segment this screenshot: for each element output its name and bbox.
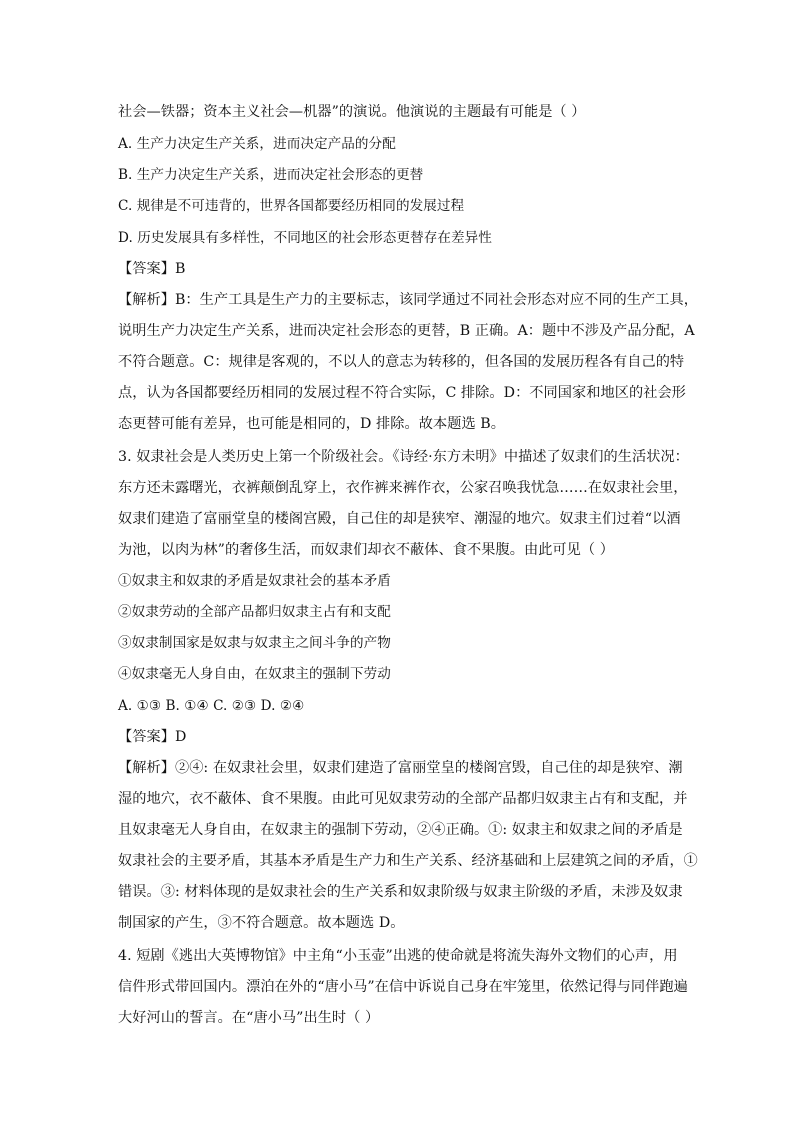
question-2-stem-continuation: 社会—铁器；资本主义社会—机器”的演说。他演说的主题最有可能是（ ） [118,104,586,120]
q2-option-d: D. 历史发展具有多样性，不同地区的社会形态更替存在差异性 [118,230,492,246]
q3-statement-3: ③奴隶制国家是奴隶与奴隶主之间斗争的产物 [118,635,391,651]
q2-explanation-line-5: 态更替可能有差异，也可能是相同的，D 排除。故本题选 B。 [118,416,505,432]
q2-explanation-line-1: 【解析】B：生产工具是生产力的主要标志，该同学通过不同社会形态对应不同的生产工具， [118,292,698,308]
q2-option-a: A. 生产力决定生产关系，进而决定产品的分配 [118,136,396,152]
q3-explanation-line-6: 制国家的产生，③不符合题意。故本题选 D。 [118,915,405,931]
q3-statement-1: ①奴隶主和奴隶的矛盾是奴隶社会的基本矛盾 [118,573,391,589]
q3-explanation-line-3: 且奴隶毫无人身自由，在奴隶主的强制下劳动，②④正确。①: 奴隶主和奴隶之间的矛盾是 [118,822,683,838]
question-3-stem-line-3: 奴隶们建造了富丽堂皇的楼阁宫殿，自己住的却是狭窄、潮湿的地穴。奴隶主们过着“以酒 [118,511,681,527]
q3-statement-2: ②奴隶劳动的全部产品都归奴隶主占有和支配 [118,604,391,620]
q2-answer: 【答案】B [118,261,186,277]
question-4-stem-line-2: 信件形式带回国内。漂泊在外的“唐小马”在信中诉说自己身在牢笼里，依然记得与同伴跑遍 [118,979,688,995]
question-3-stem-line-2: 东方还未露曙光，衣裤颠倒乱穿上，衣作裤来裤作衣，公家召唤我忧急……在奴隶社会里， [118,480,688,496]
q2-option-c: C. 规律是不可违背的，世界各国都要经历相同的发展过程 [118,198,465,214]
q3-statement-4: ④奴隶毫无人身自由，在奴隶主的强制下劳动 [118,666,391,682]
question-4-stem-line-1: 4. 短剧《逃出大英博物馆》中主角“小玉壶”出逃的使命就是将流失海外文物们的心声，用 [118,948,678,964]
q2-explanation-line-2: 说明生产力决定生产关系，进而决定社会形态的更替，B 正确。A：题中不涉及产品分配，A [118,323,695,339]
q3-options: A. ①③ B. ①④ C. ②③ D. ②④ [118,698,305,714]
q3-explanation-line-5: 错误。③: 材料体现的是奴隶社会的生产关系和奴隶阶级与奴隶主阶级的矛盾，未涉及奴隶 [118,884,683,900]
q2-explanation-line-4: 点，认为各国都要经历相同的发展过程不符合实际，C 排除。D：不同国家和地区的社会形 [118,385,686,401]
question-3-stem-line-1: 3. 奴隶社会是人类历史上第一个阶级社会。《诗经·东方未明》中描述了奴隶们的生活状况： [118,449,689,465]
question-3-stem-line-4: 为池，以肉为林”的奢侈生活，而奴隶们却衣不蔽体、食不果腹。由此可见（ ） [118,542,614,558]
q3-explanation-line-1: 【解析】②④: 在奴隶社会里，奴隶们建造了富丽堂皇的楼阁宫毁，自己住的却是狭窄、潮 [118,760,683,776]
q3-explanation-line-2: 湿的地穴，衣不蔽体、食不果腹。由此可见奴隶劳动的全部产品都归奴隶主占有和支配，并 [118,791,688,807]
q3-explanation-line-4: 奴隶社会的主要矛盾，其基本矛盾是生产力和生产关系、经济基础和上层建筑之间的矛盾，① [118,853,698,869]
q3-answer: 【答案】D [118,729,187,745]
question-4-stem-line-3: 大好河山的誓言。在“唐小马”出生时（ ） [118,1010,380,1026]
q2-explanation-line-3: 不符合题意。C：规律是客观的，不以人的意志为转移的，但各国的发展历程各有自己的特 [118,354,685,370]
q2-option-b: B. 生产力决定生产关系，进而决定社会形态的更替 [118,167,424,183]
